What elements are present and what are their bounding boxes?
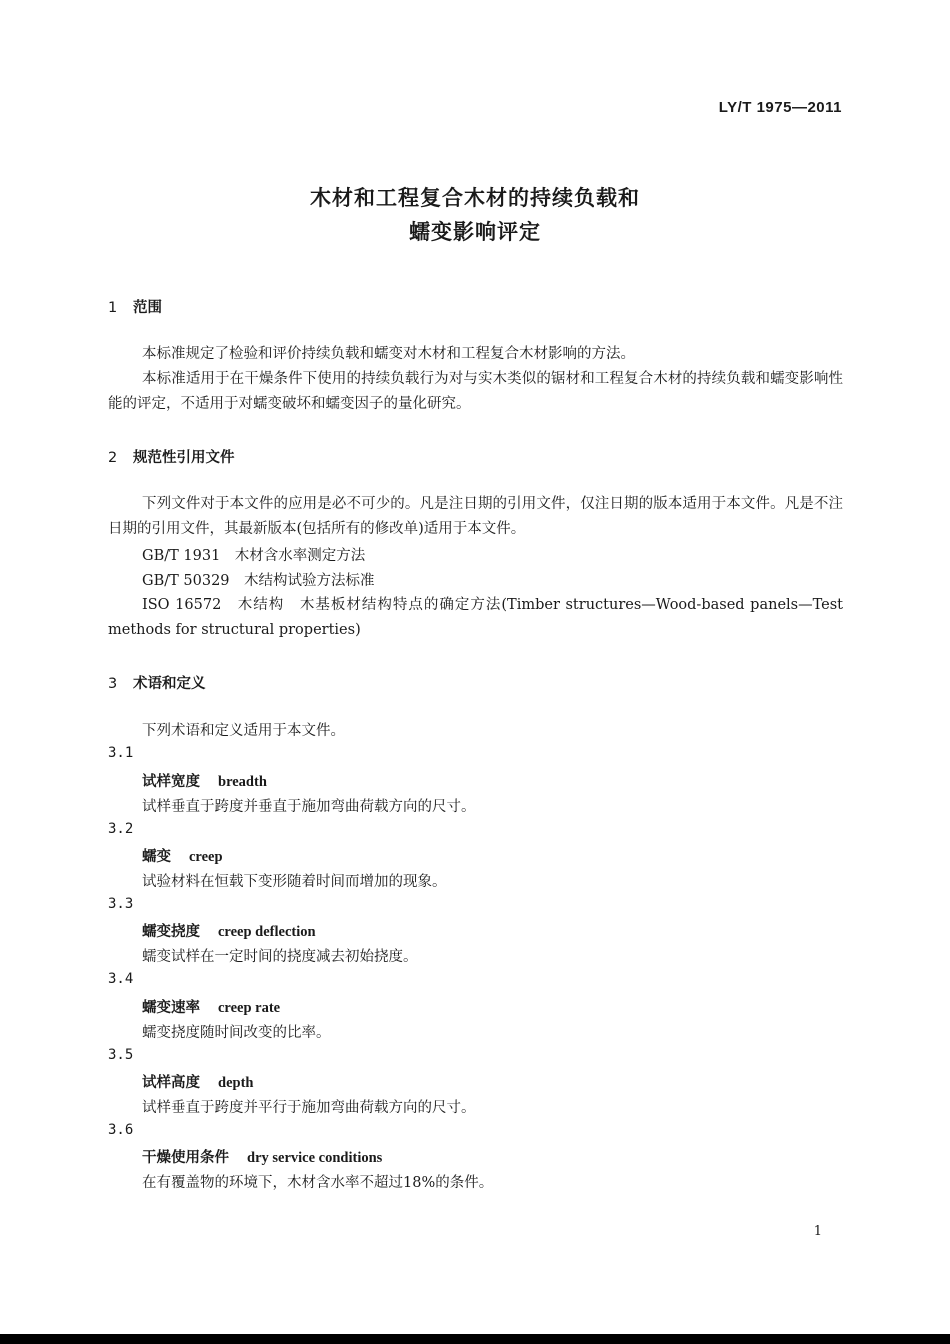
term-en: depth bbox=[218, 1075, 254, 1091]
section-number: 3 bbox=[108, 676, 118, 692]
reference-iso-16572: ISO 16572 木结构 木基板材结构特点的确定方法(Timber structures—Wood-based panels—Test methods for structural properties) bbox=[108, 597, 843, 638]
reference-gb-t-50329: GB/T 50329 木结构试验方法标准 bbox=[142, 573, 375, 589]
term-zh: 试样高度 bbox=[142, 1075, 200, 1091]
section-number: 2 bbox=[108, 450, 118, 466]
term-number: 3.1 bbox=[108, 745, 134, 761]
term-definition: 蠕变挠度随时间改变的比率。 bbox=[142, 1025, 331, 1041]
term-zh: 蠕变挠度 bbox=[142, 924, 200, 940]
term-heading bbox=[142, 770, 267, 791]
term-definition: 在有覆盖物的环境下，木材含水率不超过18%的条件。 bbox=[142, 1175, 494, 1191]
section-1-paragraph-2: 本标准适用于在干燥条件下使用的持续负载行为对与实木类似的锯材和工程复合木材的持续负载和蠕变影响性能的评定，不适用于对蠕变破坏和蠕变因子的量化研究。 bbox=[108, 371, 843, 412]
standard-number: LY/T 1975—2011 bbox=[718, 99, 842, 116]
term-heading bbox=[142, 920, 316, 941]
page-number: 1 bbox=[813, 1224, 822, 1239]
term-zh: 试样宽度 bbox=[142, 774, 200, 790]
term-en: creep rate bbox=[218, 1000, 281, 1016]
term-definition: 蠕变试样在一定时间的挠度减去初始挠度。 bbox=[142, 949, 418, 965]
term-heading bbox=[142, 996, 280, 1017]
term-number: 3.2 bbox=[108, 821, 134, 837]
term-number: 3.3 bbox=[108, 896, 134, 912]
term-definition: 试样垂直于跨度并垂直于施加弯曲荷载方向的尺寸。 bbox=[142, 799, 476, 815]
section-2-heading bbox=[108, 446, 235, 467]
term-en: dry service conditions bbox=[247, 1150, 383, 1166]
section-title: 范围 bbox=[133, 300, 162, 316]
section-1-heading bbox=[108, 296, 162, 317]
term-heading bbox=[142, 845, 223, 866]
term-zh: 蠕变 bbox=[142, 849, 171, 865]
term-en: creep bbox=[189, 849, 223, 865]
section-3-intro: 下列术语和定义适用于本文件。 bbox=[142, 723, 345, 739]
term-heading bbox=[142, 1071, 253, 1092]
term-zh: 蠕变速率 bbox=[142, 1000, 200, 1016]
section-title: 术语和定义 bbox=[133, 676, 206, 692]
term-definition: 试验材料在恒载下变形随着时间而增加的现象。 bbox=[142, 874, 447, 890]
section-2-paragraph-1: 下列文件对于本文件的应用是必不可少的。凡是注日期的引用文件，仅注日期的版本适用于本文件。凡是不注日期的引用文件，其最新版本(包括所有的修改单)适用于本文件。 bbox=[108, 496, 843, 537]
section-title: 规范性引用文件 bbox=[133, 450, 235, 466]
document-title-line2: 蠕变影响评定 bbox=[409, 220, 541, 244]
term-zh: 干燥使用条件 bbox=[142, 1150, 229, 1166]
document-title-line1: 木材和工程复合木材的持续负载和 bbox=[310, 186, 640, 210]
section-number: 1 bbox=[108, 300, 118, 316]
bottom-border bbox=[0, 1334, 950, 1344]
term-en: breadth bbox=[218, 774, 267, 790]
term-heading bbox=[142, 1146, 382, 1167]
reference-gb-t-1931: GB/T 1931 木材含水率测定方法 bbox=[142, 548, 366, 564]
term-number: 3.5 bbox=[108, 1047, 134, 1063]
term-en: creep deflection bbox=[218, 924, 316, 940]
section-3-heading bbox=[108, 672, 206, 693]
term-number: 3.4 bbox=[108, 971, 134, 987]
term-number: 3.6 bbox=[108, 1122, 134, 1138]
section-1-paragraph-1: 本标准规定了检验和评价持续负载和蠕变对木材和工程复合木材影响的方法。 bbox=[142, 346, 635, 362]
term-definition: 试样垂直于跨度并平行于施加弯曲荷载方向的尺寸。 bbox=[142, 1100, 476, 1116]
